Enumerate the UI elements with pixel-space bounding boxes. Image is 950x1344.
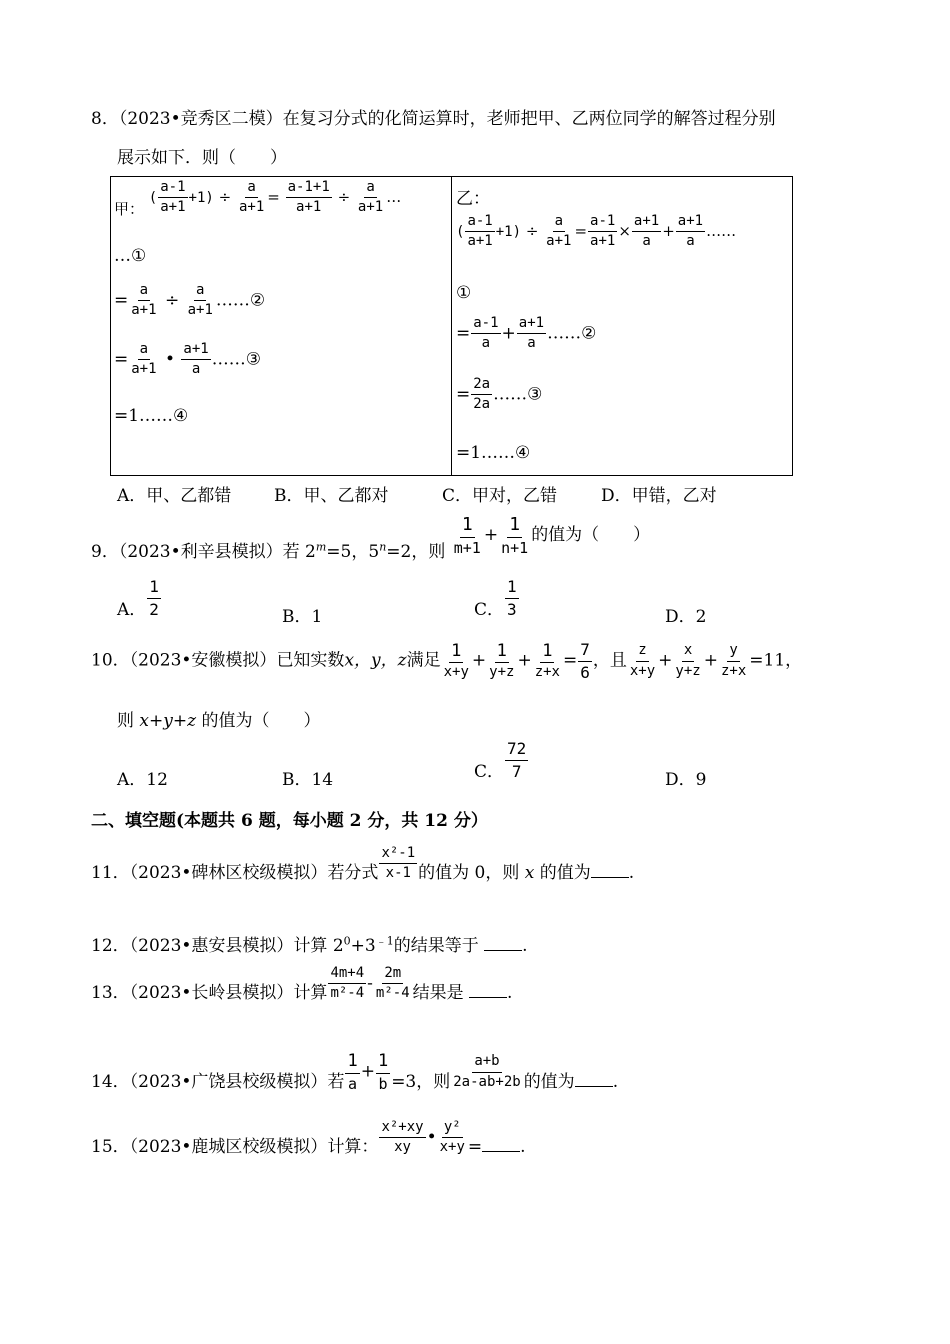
q8-jia-line4: =1……④ bbox=[114, 406, 189, 426]
q12-answer-blank[interactable] bbox=[484, 933, 522, 951]
q9-frac-1: $\frac{1}{m+1}$ bbox=[453, 514, 481, 557]
q9-frac-2: $\frac{1}{n+1}$ bbox=[501, 514, 529, 557]
q10-option-d: D．9 bbox=[665, 770, 707, 790]
q8-yi-line4: =1……④ bbox=[456, 443, 531, 463]
q8-stem-line1 bbox=[91, 104, 776, 129]
q9-number: 9． bbox=[91, 542, 119, 563]
q14-stem: 14．（2023•广饶县校级模拟）若 $\frac{1}{a}$ + $\frac{1}{b}$ =3，则 $\frac{a+b}{2a-ab+2b}$ 的值为 . bbox=[91, 1051, 619, 1093]
q8-jia-label: 甲： bbox=[114, 199, 145, 218]
q8-jia-frac: $\frac{a-1+1}{a+1}$ bbox=[287, 179, 330, 216]
q8-jia-line1: 甲： ( $\frac{a-1}{a+1}$ +1) ÷ $\frac{a}{a+1}$ = $\frac{a-1+1}{a+1}$ ÷ $\frac{a}{a+1}$ … bbox=[114, 179, 402, 218]
q8-yi-line1: ( $\frac{a-1}{a+1}$ +1) ÷ $\frac{a}{a+1}$ = $\frac{a-1}{a+1}$ × $\frac{a+1}{a}$ + $\frac{a+1}{a}$ …… bbox=[456, 213, 737, 250]
q8-stem-line2: 展示如下．则（ ） bbox=[117, 148, 287, 168]
q8-option-a: A．甲、乙都错 bbox=[117, 486, 232, 506]
q10-stem-line2: 则 x+y+z 的值为（ ） bbox=[117, 711, 321, 731]
q11-fraction: $\frac{\text{x²-1}}{x-1}$ bbox=[381, 845, 416, 882]
q15-answer-blank[interactable] bbox=[482, 1134, 520, 1152]
q13-answer-blank[interactable] bbox=[469, 980, 507, 998]
q11-answer-blank[interactable] bbox=[591, 860, 629, 878]
q9-option-a: A． $\frac{1}{2}$ bbox=[117, 577, 159, 620]
q8-jia-frac: $\frac{a-1}{a+1}$ bbox=[160, 179, 186, 216]
q9-option-b: B．1 bbox=[282, 607, 323, 627]
q8-source: （2023•竞秀区二模） bbox=[118, 109, 283, 129]
q8-yi-line1b: ① bbox=[456, 283, 472, 303]
q10-source: （2023•安徽模拟） bbox=[129, 650, 277, 671]
q8-table-divider bbox=[451, 176, 452, 476]
q8-option-c: C．甲对，乙错 bbox=[442, 486, 558, 506]
q8-jia-frac: $\frac{a}{a+1}$ bbox=[357, 179, 384, 216]
q15-stem: 15．（2023•鹿城区校级模拟）计算： $\frac{\text{x²+xy}}{xy}$ • $\frac{\text{y²}}{x+y}$ = . bbox=[91, 1119, 526, 1158]
q8-yi-label: 乙： bbox=[456, 189, 490, 209]
q8-jia-line2: = $\frac{a}{a+1}$ ÷ $\frac{a}{a+1}$ ……② bbox=[114, 282, 266, 319]
q10-option-c: C． $\frac{72}{7}$ bbox=[474, 739, 527, 782]
q8-yi-line3: = $\frac{2a}{2a}$ ……③ bbox=[456, 376, 543, 413]
q9-option-c: C． $\frac{1}{3}$ bbox=[474, 577, 517, 620]
q13-stem: 13．（2023•长岭县模拟）计算 $\frac{4m+4}{\text{m²-4}}$ - $\frac{2m}{\text{m²-4}}$ 结果是 . bbox=[91, 965, 513, 1004]
q10-number: 10． bbox=[91, 650, 130, 671]
q8-option-b: B．甲、乙都对 bbox=[274, 486, 389, 506]
q14-answer-blank[interactable] bbox=[575, 1069, 613, 1087]
q11-stem: 11．（2023•碑林区校级模拟）若分式 $\frac{\text{x²-1}}{x-1}$ 的值为 0，则 x 的值为 . bbox=[91, 845, 635, 884]
q10-option-b: B．14 bbox=[282, 770, 334, 790]
q8-number: 8． bbox=[91, 109, 119, 129]
q10-stem: 10．（2023•安徽模拟）已知实数x，y，z满足 $\frac{1}{x+y}$ + $\frac{1}{y+z}$ + $\frac{1}{z+x}$ = $\frac{7}{6}$ ，且 $\frac{z}{x+y}$ + $\frac{x}{y+z}$ + $\frac{y}{z+x}$ =11， bbox=[91, 640, 803, 682]
q9-source: （2023•利辛县模拟） bbox=[118, 542, 283, 563]
section-2-title: 二、填空题(本题共 6 题，每小题 2 分，共 12 分） bbox=[91, 811, 488, 831]
q12-stem: 12．（2023•惠安县模拟）计算 $2^0+3^{﹣1}$的结果等于 . bbox=[91, 934, 528, 956]
q10-option-a: A．12 bbox=[117, 770, 168, 790]
q8-jia-line3: = $\frac{a}{a+1}$ • $\frac{a+1}{a}$ ……③ bbox=[114, 341, 261, 378]
q8-yi-line2: = $\frac{a-1}{a}$ + $\frac{a+1}{a}$ ……② bbox=[456, 315, 597, 352]
q9-option-d: D．2 bbox=[665, 607, 707, 627]
q9-stem: 9．（2023•利辛县模拟）若 $2^m=5$，$5^n=2$，则 $\frac{1}{m+1}$ + $\frac{1}{n+1}$ 的值为（ ） bbox=[91, 514, 651, 563]
q8-option-d: D．甲错，乙对 bbox=[601, 486, 717, 506]
q8-jia-line1b: …① bbox=[114, 246, 147, 266]
q8-jia-frac: $\frac{a}{a+1}$ bbox=[238, 179, 265, 216]
q8-stem-text: 在复习分式的化简运算时，老师把甲、乙两位同学的解答过程分别 bbox=[282, 109, 776, 129]
